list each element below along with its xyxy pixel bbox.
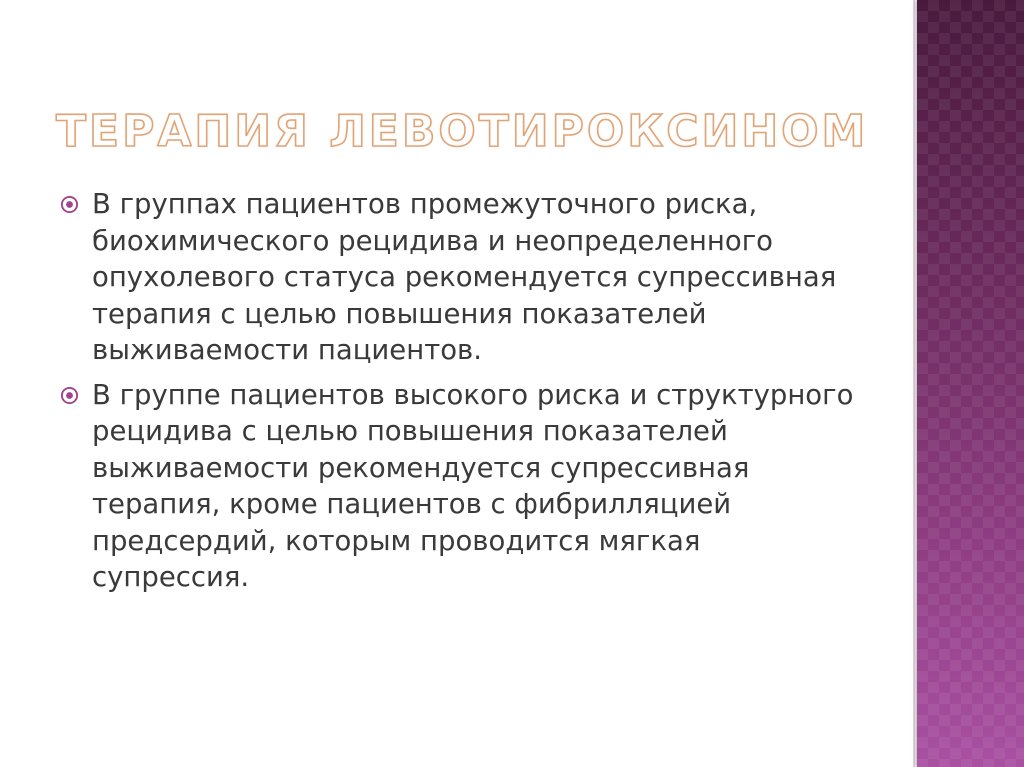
circle-dot-icon: [60, 386, 79, 405]
bullet-item: [60, 377, 860, 596]
bullet-item: [60, 186, 860, 369]
bullet-text: В группах пациентов промежуточного риска, биохимического рецидива и неопределенного опухолевого статуса рекомендуется супрессивная терапия с целью повышения показателей выживаемости пациентов.: [92, 188, 837, 366]
side-divider: [913, 0, 915, 767]
decorative-side-band: [917, 0, 1024, 767]
circle-dot-icon: [60, 195, 79, 214]
slide-title: ТЕРАПИЯ ЛЕВОТИРОКСИНОМ: [56, 106, 869, 157]
bullet-text: В группе пациентов высокого риска и структурного рецидива с целью повышения показателей выживаемости рекомендуется супрессивная терапия, кроме пациентов с фибрилляцией предсердий, которым проводится мягкая супрессия.: [92, 378, 854, 593]
bullet-list: [60, 186, 860, 604]
